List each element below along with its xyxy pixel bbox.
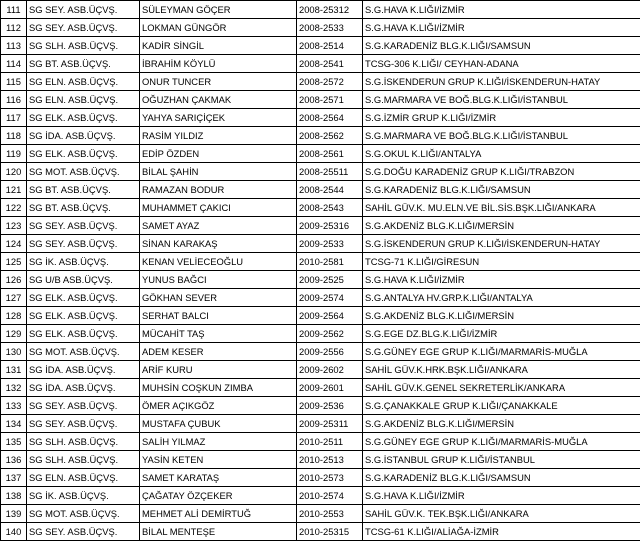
rank-cell: SG İDA. ASB.ÜÇVŞ. — [27, 361, 140, 379]
rank-cell: SG BT. ASB.ÜÇVŞ. — [27, 181, 140, 199]
unit-cell: S.G.KARADENİZ BLG.K.LIĞI/SAMSUN — [363, 181, 640, 199]
unit-cell: S.G.İSTANBUL GRUP K.LIĞI/İSTANBUL — [363, 451, 640, 469]
unit-cell: S.G.HAVA K.LIĞI/İZMİR — [363, 1, 640, 19]
sicil-number-cell: 2010-2581 — [297, 253, 363, 271]
unit-cell: S.G.MARMARA VE BOĞ.BLG.K.LIĞI/İSTANBUL — [363, 127, 640, 145]
unit-cell: SAHİL GÜV.K.HRK.BŞK.LIĞI/ANKARA — [363, 361, 640, 379]
table-row — [1, 271, 640, 289]
unit-cell: S.G.İSKENDERUN GRUP K.LIĞI/İSKENDERUN-HATAY — [363, 235, 640, 253]
row-number: 128 — [1, 307, 27, 325]
table-row — [1, 325, 640, 343]
table-row — [1, 289, 640, 307]
row-number: 137 — [1, 469, 27, 487]
rank-cell: SG SEY. ASB.ÜÇVŞ. — [27, 1, 140, 19]
unit-cell: S.G.GÜNEY EGE GRUP K.LIĞI/MARMARİS-MUĞLA — [363, 343, 640, 361]
rank-cell: SG İK. ASB.ÜÇVŞ. — [27, 253, 140, 271]
table-row — [1, 451, 640, 469]
name-cell: MUHAMMET ÇAKICI — [140, 199, 297, 217]
sicil-number-cell: 2009-2601 — [297, 379, 363, 397]
name-cell: İBRAHİM KÖYLÜ — [140, 55, 297, 73]
name-cell: SALİH YILMAZ — [140, 433, 297, 451]
sicil-number-cell: 2009-25316 — [297, 217, 363, 235]
rank-cell: SG ELK. ASB.ÜÇVŞ. — [27, 145, 140, 163]
unit-cell: S.G.HAVA K.LIĞI/İZMİR — [363, 271, 640, 289]
rank-cell: SG MOT. ASB.ÜÇVŞ. — [27, 163, 140, 181]
table-row — [1, 217, 640, 235]
sicil-number-cell: 2010-2574 — [297, 487, 363, 505]
rank-cell: SG ELN. ASB.ÜÇVŞ. — [27, 91, 140, 109]
row-number: 132 — [1, 379, 27, 397]
sicil-number-cell: 2010-2513 — [297, 451, 363, 469]
table-row — [1, 109, 640, 127]
rank-cell: SG İDA. ASB.ÜÇVŞ. — [27, 379, 140, 397]
rank-cell: SG SEY. ASB.ÜÇVŞ. — [27, 523, 140, 541]
row-number: 130 — [1, 343, 27, 361]
rank-cell: SG ELN. ASB.ÜÇVŞ. — [27, 73, 140, 91]
table-row — [1, 361, 640, 379]
name-cell: ARİF KURU — [140, 361, 297, 379]
name-cell: GÖKHAN SEVER — [140, 289, 297, 307]
rank-cell: SG MOT. ASB.ÜÇVŞ. — [27, 505, 140, 523]
name-cell: SAMET KARATAŞ — [140, 469, 297, 487]
rank-cell: SG SEY. ASB.ÜÇVŞ. — [27, 415, 140, 433]
row-number: 134 — [1, 415, 27, 433]
unit-cell: S.G.ANTALYA HV.GRP.K.LIĞI/ANTALYA — [363, 289, 640, 307]
unit-cell: S.G.KARADENİZ BLG.K.LIĞI/SAMSUN — [363, 469, 640, 487]
sicil-number-cell: 2008-25511 — [297, 163, 363, 181]
rank-cell: SG ELK. ASB.ÜÇVŞ. — [27, 289, 140, 307]
name-cell: BİLAL ŞAHİN — [140, 163, 297, 181]
table-row — [1, 37, 640, 55]
table-row — [1, 1, 640, 19]
table-row — [1, 253, 640, 271]
rank-cell: SG ELN. ASB.ÜÇVŞ. — [27, 469, 140, 487]
sicil-number-cell: 2009-2525 — [297, 271, 363, 289]
row-number: 125 — [1, 253, 27, 271]
row-number: 136 — [1, 451, 27, 469]
sicil-number-cell: 2008-2543 — [297, 199, 363, 217]
sicil-number-cell: 2008-2541 — [297, 55, 363, 73]
name-cell: OĞUZHAN ÇAKMAK — [140, 91, 297, 109]
rank-cell: SG SLH. ASB.ÜÇVŞ. — [27, 433, 140, 451]
table-row — [1, 127, 640, 145]
sicil-number-cell: 2008-2572 — [297, 73, 363, 91]
sicil-number-cell: 2008-2544 — [297, 181, 363, 199]
row-number: 135 — [1, 433, 27, 451]
name-cell: MÜCAHİT TAŞ — [140, 325, 297, 343]
row-number: 111 — [1, 1, 27, 19]
row-number: 114 — [1, 55, 27, 73]
table-row — [1, 163, 640, 181]
row-number: 112 — [1, 19, 27, 37]
row-number: 127 — [1, 289, 27, 307]
name-cell: RAMAZAN BODUR — [140, 181, 297, 199]
sicil-number-cell: 2008-2564 — [297, 109, 363, 127]
name-cell: ONUR TUNCER — [140, 73, 297, 91]
name-cell: SİNAN KARAKAŞ — [140, 235, 297, 253]
unit-cell: S.G.GÜNEY EGE GRUP K.LIĞI/MARMARİS-MUĞLA — [363, 433, 640, 451]
name-cell: YUNUS BAĞCI — [140, 271, 297, 289]
name-cell: EDİP ÖZDEN — [140, 145, 297, 163]
sicil-number-cell: 2009-2562 — [297, 325, 363, 343]
name-cell: RASİM YILDIZ — [140, 127, 297, 145]
rank-cell: SG BT. ASB.ÜÇVŞ. — [27, 55, 140, 73]
row-number: 115 — [1, 73, 27, 91]
name-cell: SÜLEYMAN GÖÇER — [140, 1, 297, 19]
table-row — [1, 55, 640, 73]
name-cell: LOKMAN GÜNGÖR — [140, 19, 297, 37]
unit-cell: S.G.DOĞU KARADENİZ GRUP K.LIĞI/TRABZON — [363, 163, 640, 181]
name-cell: ADEM KESER — [140, 343, 297, 361]
row-number: 133 — [1, 397, 27, 415]
table-row — [1, 199, 640, 217]
sicil-number-cell: 2010-2511 — [297, 433, 363, 451]
table-row — [1, 73, 640, 91]
table-row — [1, 487, 640, 505]
name-cell: ÇAĞATAY ÖZÇEKER — [140, 487, 297, 505]
name-cell: MEHMET ALİ DEMİRTUĞ — [140, 505, 297, 523]
unit-cell: S.G.HAVA K.LIĞI/İZMİR — [363, 19, 640, 37]
rank-cell: SG SLH. ASB.ÜÇVŞ. — [27, 451, 140, 469]
row-number: 117 — [1, 109, 27, 127]
table-row — [1, 235, 640, 253]
unit-cell: S.G.AKDENİZ BLG.K.LIĞI/MERSİN — [363, 217, 640, 235]
sicil-number-cell: 2009-2556 — [297, 343, 363, 361]
rank-cell: SG U/B ASB.ÜÇVŞ. — [27, 271, 140, 289]
name-cell: KENAN VELİECEOĞLU — [140, 253, 297, 271]
rank-cell: SG MOT. ASB.ÜÇVŞ. — [27, 343, 140, 361]
table-row — [1, 19, 640, 37]
sicil-number-cell: 2009-2574 — [297, 289, 363, 307]
row-number: 113 — [1, 37, 27, 55]
sicil-number-cell: 2008-2561 — [297, 145, 363, 163]
row-number: 124 — [1, 235, 27, 253]
unit-cell: S.G.AKDENİZ BLG.K.LIĞI/MERSİN — [363, 307, 640, 325]
table-row — [1, 379, 640, 397]
unit-cell: S.G.İSKENDERUN GRUP K.LIĞI/İSKENDERUN-HATAY — [363, 73, 640, 91]
name-cell: ÖMER AÇIKGÖZ — [140, 397, 297, 415]
name-cell: SAMET AYAZ — [140, 217, 297, 235]
rank-cell: SG ELK. ASB.ÜÇVŞ. — [27, 325, 140, 343]
table-row — [1, 397, 640, 415]
unit-cell: S.G.MARMARA VE BOĞ.BLG.K.LIĞI/İSTANBUL — [363, 91, 640, 109]
table-row — [1, 91, 640, 109]
rank-cell: SG İDA. ASB.ÜÇVŞ. — [27, 127, 140, 145]
name-cell: BİLAL MENTEŞE — [140, 523, 297, 541]
sicil-number-cell: 2008-2571 — [297, 91, 363, 109]
rank-cell: SG SEY. ASB.ÜÇVŞ. — [27, 217, 140, 235]
row-number: 121 — [1, 181, 27, 199]
sicil-number-cell: 2008-2533 — [297, 19, 363, 37]
unit-cell: SAHİL GÜV.K.GENEL SEKRETERLİK/ANKARA — [363, 379, 640, 397]
unit-cell: S.G.OKUL K.LIĞI/ANTALYA — [363, 145, 640, 163]
sicil-number-cell: 2009-25311 — [297, 415, 363, 433]
name-cell: KADİR SİNGİL — [140, 37, 297, 55]
row-number: 123 — [1, 217, 27, 235]
table-row — [1, 343, 640, 361]
sicil-number-cell: 2008-25312 — [297, 1, 363, 19]
unit-cell: S.G.AKDENİZ BLG.K.LIĞI/MERSİN — [363, 415, 640, 433]
table-row — [1, 415, 640, 433]
rank-cell: SG SEY. ASB.ÜÇVŞ. — [27, 235, 140, 253]
table-row — [1, 469, 640, 487]
rank-cell: SG İK. ASB.ÜÇVŞ. — [27, 487, 140, 505]
name-cell: MUHSİN COŞKUN ZIMBA — [140, 379, 297, 397]
sicil-number-cell: 2009-2536 — [297, 397, 363, 415]
unit-cell: TCSG-306 K.LIĞI/ CEYHAN-ADANA — [363, 55, 640, 73]
table-row — [1, 433, 640, 451]
table-row — [1, 523, 640, 541]
unit-cell: S.G.HAVA K.LIĞI/İZMİR — [363, 487, 640, 505]
row-number: 139 — [1, 505, 27, 523]
table-row — [1, 181, 640, 199]
name-cell: SERHAT BALCI — [140, 307, 297, 325]
table-row — [1, 505, 640, 523]
name-cell: MUSTAFA ÇUBUK — [140, 415, 297, 433]
unit-cell: S.G.KARADENİZ BLG.K.LIĞI/SAMSUN — [363, 37, 640, 55]
row-number: 119 — [1, 145, 27, 163]
rank-cell: SG BT. ASB.ÜÇVŞ. — [27, 199, 140, 217]
row-number: 126 — [1, 271, 27, 289]
sicil-number-cell: 2009-2564 — [297, 307, 363, 325]
row-number: 138 — [1, 487, 27, 505]
unit-cell: TCSG-71 K.LIĞI/GİRESUN — [363, 253, 640, 271]
rank-cell: SG ELK. ASB.ÜÇVŞ. — [27, 109, 140, 127]
unit-cell: S.G.ÇANAKKALE GRUP K.LIĞI/ÇANAKKALE — [363, 397, 640, 415]
sicil-number-cell: 2009-2602 — [297, 361, 363, 379]
row-number: 122 — [1, 199, 27, 217]
sicil-number-cell: 2010-25315 — [297, 523, 363, 541]
table-row — [1, 307, 640, 325]
table-row — [1, 145, 640, 163]
rank-cell: SG SEY. ASB.ÜÇVŞ. — [27, 19, 140, 37]
unit-cell: TCSG-61 K.LIĞI/ALİAĞA-İZMİR — [363, 523, 640, 541]
row-number: 131 — [1, 361, 27, 379]
rank-cell: SG SEY. ASB.ÜÇVŞ. — [27, 397, 140, 415]
row-number: 116 — [1, 91, 27, 109]
unit-cell: S.G.İZMİR GRUP K.LIĞI/İZMİR — [363, 109, 640, 127]
row-number: 120 — [1, 163, 27, 181]
sicil-number-cell: 2010-2553 — [297, 505, 363, 523]
name-cell: YASİN KETEN — [140, 451, 297, 469]
sicil-number-cell: 2008-2562 — [297, 127, 363, 145]
personnel-table-body — [1, 1, 640, 541]
row-number: 129 — [1, 325, 27, 343]
sicil-number-cell: 2009-2533 — [297, 235, 363, 253]
name-cell: YAHYA SARIÇİÇEK — [140, 109, 297, 127]
unit-cell: SAHİL GÜV.K. MU.ELN.VE BİL.SİS.BŞK.LIĞI/ANKARA — [363, 199, 640, 217]
sicil-number-cell: 2010-2573 — [297, 469, 363, 487]
sicil-number-cell: 2008-2514 — [297, 37, 363, 55]
unit-cell: SAHİL GÜV.K. TEK.BŞK.LIĞI/ANKARA — [363, 505, 640, 523]
row-number: 140 — [1, 523, 27, 541]
rank-cell: SG SLH. ASB.ÜÇVŞ. — [27, 37, 140, 55]
row-number: 118 — [1, 127, 27, 145]
rank-cell: SG ELK. ASB.ÜÇVŞ. — [27, 307, 140, 325]
unit-cell: S.G.EGE DZ.BLG.K.LIĞI/İZMİR — [363, 325, 640, 343]
